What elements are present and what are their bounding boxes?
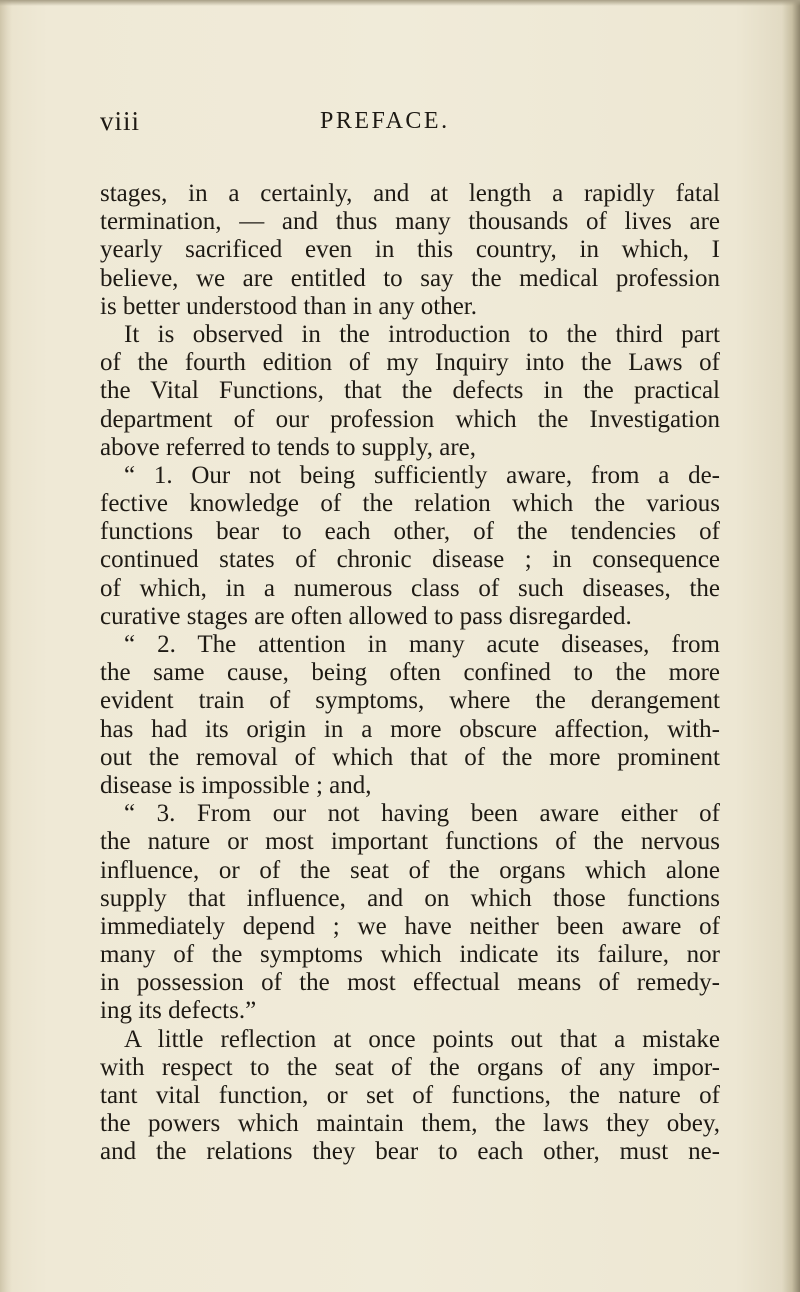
text-line: stages, in a certainly, and at length a rapidly fatal: [100, 180, 720, 207]
paragraph: [100, 631, 720, 800]
page-top-edge: [0, 0, 800, 6]
text-line: “ 2. The attention in many acute diseases, from: [124, 631, 720, 658]
text-line: continued states of chronic disease ; in consequence: [100, 546, 720, 574]
text-line: evident train of symptoms, where the derangement: [100, 687, 720, 715]
text-line: curative stages are often allowed to pass disregarded.: [100, 602, 632, 630]
text-line: yearly sacrificed even in this country, in which, I: [100, 236, 720, 264]
page-edge-shadow: [782, 0, 800, 1292]
page-gutter-shadow: [0, 0, 12, 1292]
text-line: “ 1. Our not being sufficiently aware, from a de-: [124, 461, 720, 489]
text-line: the Vital Functions, that the defects in the practical: [100, 377, 720, 405]
text-line: in possession of the most effectual means of remedy-: [100, 969, 720, 997]
text-line: influence, or of the seat of the organs which alone: [100, 856, 720, 884]
text-line: disease is impossible ; and,: [100, 771, 372, 799]
text-line: functions bear to each other, of the tendencies of: [100, 518, 720, 546]
page-number: viii: [100, 106, 141, 136]
text-line: the same cause, being often confined to the more: [100, 659, 720, 687]
text-line: A little reflection at once points out that a mistake: [124, 1025, 720, 1053]
text-line: above referred to tends to supply, are,: [100, 433, 477, 461]
text-line: immediately depend ; we have neither been aware of: [100, 912, 720, 940]
text-line: ing its defects.”: [100, 997, 257, 1025]
text-line: is better understood than in any other.: [100, 292, 478, 320]
text-line: the powers which maintain them, the laws they obey,: [100, 1110, 720, 1138]
text-line: supply that influence, and on which those functions: [100, 884, 720, 912]
text-line: department of our profession which the Investigation: [100, 405, 720, 433]
body-text: [100, 180, 720, 1167]
text-line: tant vital function, or set of functions, the nature of: [100, 1082, 720, 1109]
paragraph: [100, 462, 720, 631]
text-line: many of the symptoms which indicate its failure, nor: [100, 941, 720, 969]
text-line: believe, we are entitled to say the medical profession: [100, 264, 720, 292]
text-line: of which, in a numerous class of such diseases, the: [100, 574, 720, 602]
text-line: “ 3. From our not having been aware either of: [124, 800, 720, 828]
running-head: PREFACE.: [320, 108, 450, 134]
text-line: the nature or most important functions of the nervous: [100, 828, 720, 856]
page-header: [100, 106, 720, 146]
text-line: out the removal of which that of the more prominent: [100, 743, 720, 771]
paragraph: [100, 180, 720, 321]
paragraph: [100, 800, 720, 1026]
text-line: has had its origin in a more obscure affection, with-: [100, 715, 720, 743]
text-line: and the relations they bear to each other, must ne-: [100, 1138, 720, 1166]
text-line: termination, — and thus many thousands of lives are: [100, 208, 720, 236]
paragraph: [100, 321, 720, 462]
paragraph: [100, 1026, 720, 1167]
text-line: of the fourth edition of my Inquiry into the Laws of: [100, 349, 720, 377]
text-line: It is observed in the introduction to the third part: [124, 320, 720, 348]
text-line: with respect to the seat of the organs of any impor-: [100, 1053, 720, 1081]
text-line: fective knowledge of the relation which the various: [100, 490, 720, 518]
